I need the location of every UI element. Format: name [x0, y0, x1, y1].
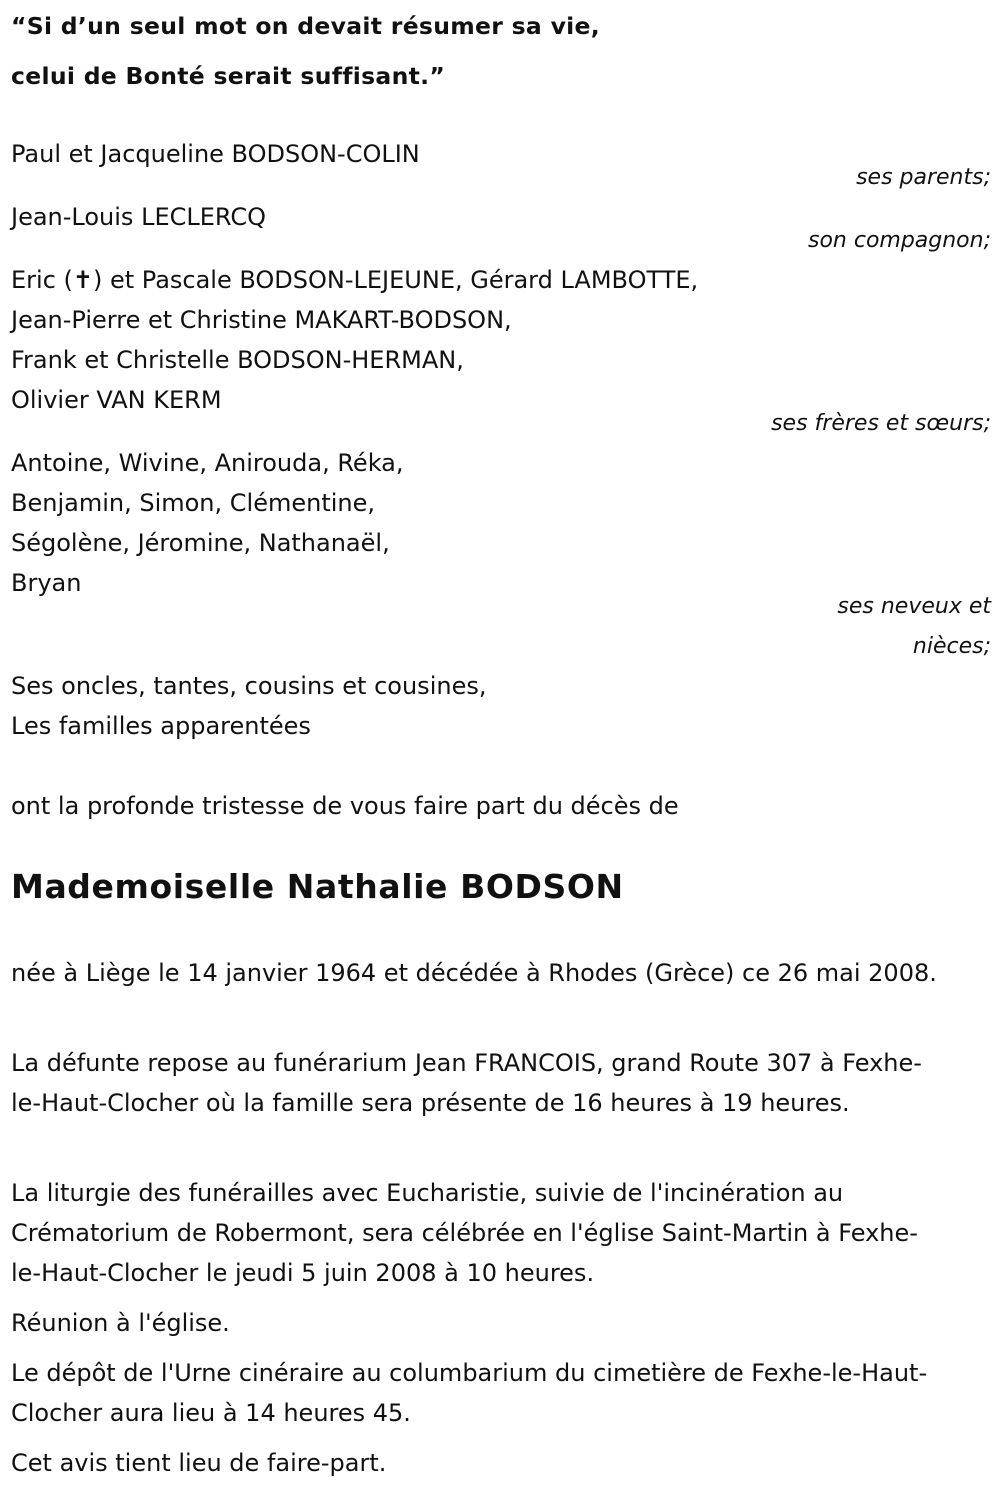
sibling-line: Frank et Christelle BODSON-HERMAN, [11, 346, 464, 374]
nephew-line: Ségolène, Jéromine, Nathanaël, [11, 529, 390, 557]
quote-line-2: celui de Bonté serait suffisant.” [11, 62, 446, 90]
siblings-list [11, 260, 698, 420]
extended-family [11, 666, 486, 746]
extended-line: Les familles apparentées [11, 712, 311, 740]
companion-role: son compagnon; [807, 228, 991, 253]
sibling-line: Jean-Pierre et Christine MAKART-BODSON, [11, 306, 512, 334]
companion-name: Jean-Louis LECLERCQ [11, 203, 267, 231]
nephews-role-line-1: ses neveux et [837, 594, 991, 619]
sibling-line: Olivier VAN KERM [11, 386, 222, 414]
meeting-paragraph: Réunion à l'église. [11, 1309, 230, 1337]
birth-death-paragraph: née à Liège le 14 janvier 1964 et décédée à Rhodes (Grèce) ce 26 mai 2008. [11, 959, 937, 987]
parents-names: Paul et Jacqueline BODSON-COLIN [11, 140, 420, 168]
nephews-role-line-2: nièces; [912, 634, 991, 659]
notice-paragraph: Cet avis tient lieu de faire-part. [11, 1449, 387, 1477]
parents-role: ses parents; [856, 165, 991, 190]
liturgy-paragraph: La liturgie des funérailles avec Eucharistie, suivie de l'incinération au Crématorium de Robermont, sera célébrée en l'église Saint-Martin à Fexhe-le-Haut-Clocher le jeudi 5 juin 2008 à 10 heures. [11, 1179, 918, 1287]
deceased-name: Mademoiselle Nathalie BODSON [11, 867, 624, 906]
sibling-line: Eric (✝) et Pascale BODSON-LEJEUNE, Gérard LAMBOTTE, [11, 266, 699, 294]
extended-line: Ses oncles, tantes, cousins et cousines, [11, 672, 487, 700]
funeral-home-paragraph: La défunte repose au funérarium Jean FRANCOIS, grand Route 307 à Fexhe-le-Haut-Clocher où la famille sera présente de 16 heures à 19 heures. [11, 1049, 922, 1117]
nephew-line: Antoine, Wivine, Anirouda, Réka, [11, 449, 404, 477]
nephew-line: Benjamin, Simon, Clémentine, [11, 489, 375, 517]
nephew-line: Bryan [11, 569, 82, 597]
announcement-text: ont la profonde tristesse de vous faire part du décès de [11, 792, 679, 820]
nephews-list [11, 443, 404, 603]
quote-line-1: “Si d’un seul mot on devait résumer sa vie, [11, 12, 601, 40]
siblings-role: ses frères et sœurs; [771, 411, 991, 436]
urn-paragraph: Le dépôt de l'Urne cinéraire au columbarium du cimetière de Fexhe-le-Haut-Clocher aura lieu à 14 heures 45. [11, 1359, 928, 1427]
death-notice [11, 0, 991, 1498]
